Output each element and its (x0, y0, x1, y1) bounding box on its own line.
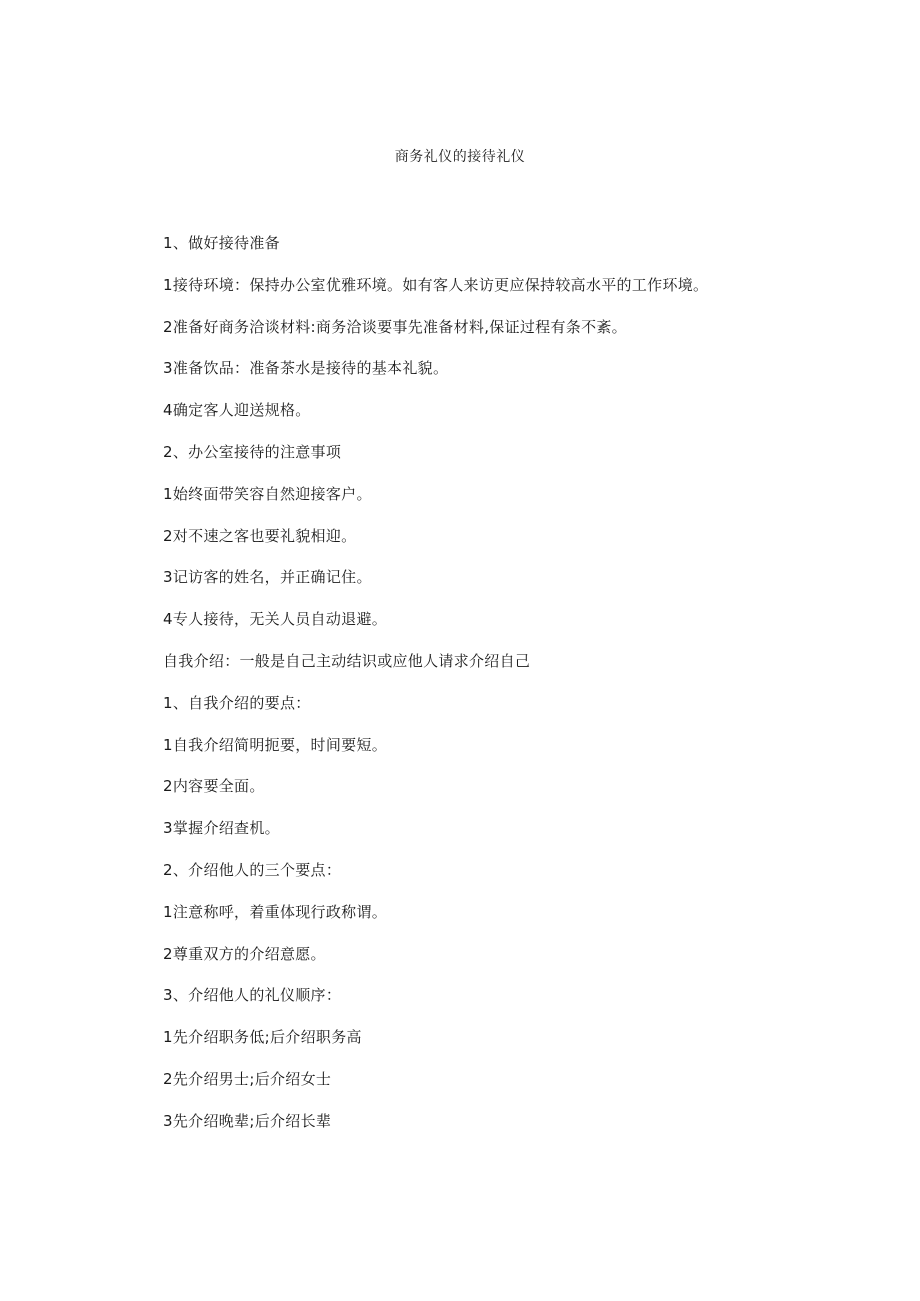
body-line: 自我介绍：一般是自己主动结识或应他人请求介绍自己 (163, 651, 531, 670)
document-title: 商务礼仪的接待礼仪 (394, 149, 526, 165)
body-line: 2对不速之客也要礼貌相迎。 (163, 526, 357, 545)
body-line: 1注意称呼，着重体现行政称谓。 (163, 902, 388, 921)
body-line: 2准备好商务洽谈材料:商务洽谈要事先准备材料,保证过程有条不紊。 (163, 317, 627, 336)
body-line: 2、介绍他人的三个要点： (163, 860, 342, 879)
body-line: 4专人接待，无关人员自动退避。 (163, 610, 388, 629)
body-line: 3记访客的姓名，并正确记住。 (163, 568, 372, 587)
body-line: 2尊重双方的介绍意愿。 (163, 944, 326, 963)
body-line: 3准备饮品：准备茶水是接待的基本礼貌。 (163, 359, 449, 378)
body-line: 1自我介绍简明扼要，时间要短。 (163, 735, 388, 754)
body-line: 2、办公室接待的注意事项 (163, 442, 342, 461)
body-line: 3、介绍他人的礼仪顺序： (163, 986, 342, 1005)
body-line: 2先介绍男士;后介绍女士 (163, 1069, 332, 1088)
body-line: 3先介绍晚辈;后介绍长辈 (163, 1111, 332, 1130)
body-line: 2内容要全面。 (163, 777, 265, 796)
body-line: 1先介绍职务低;后介绍职务高 (163, 1028, 362, 1047)
body-line: 1、自我介绍的要点： (163, 693, 311, 712)
body-line: 4确定客人迎送规格。 (163, 401, 311, 420)
body-line: 3掌握介绍查机。 (163, 819, 280, 838)
body-line: 1始终面带笑容自然迎接客户。 (163, 484, 372, 503)
body-line: 1、做好接待准备 (163, 234, 280, 252)
document-body (163, 232, 863, 1152)
body-line: 1接待环境：保持办公室优雅环境。如有客人来访更应保持较高水平的工作环境。 (163, 275, 709, 294)
